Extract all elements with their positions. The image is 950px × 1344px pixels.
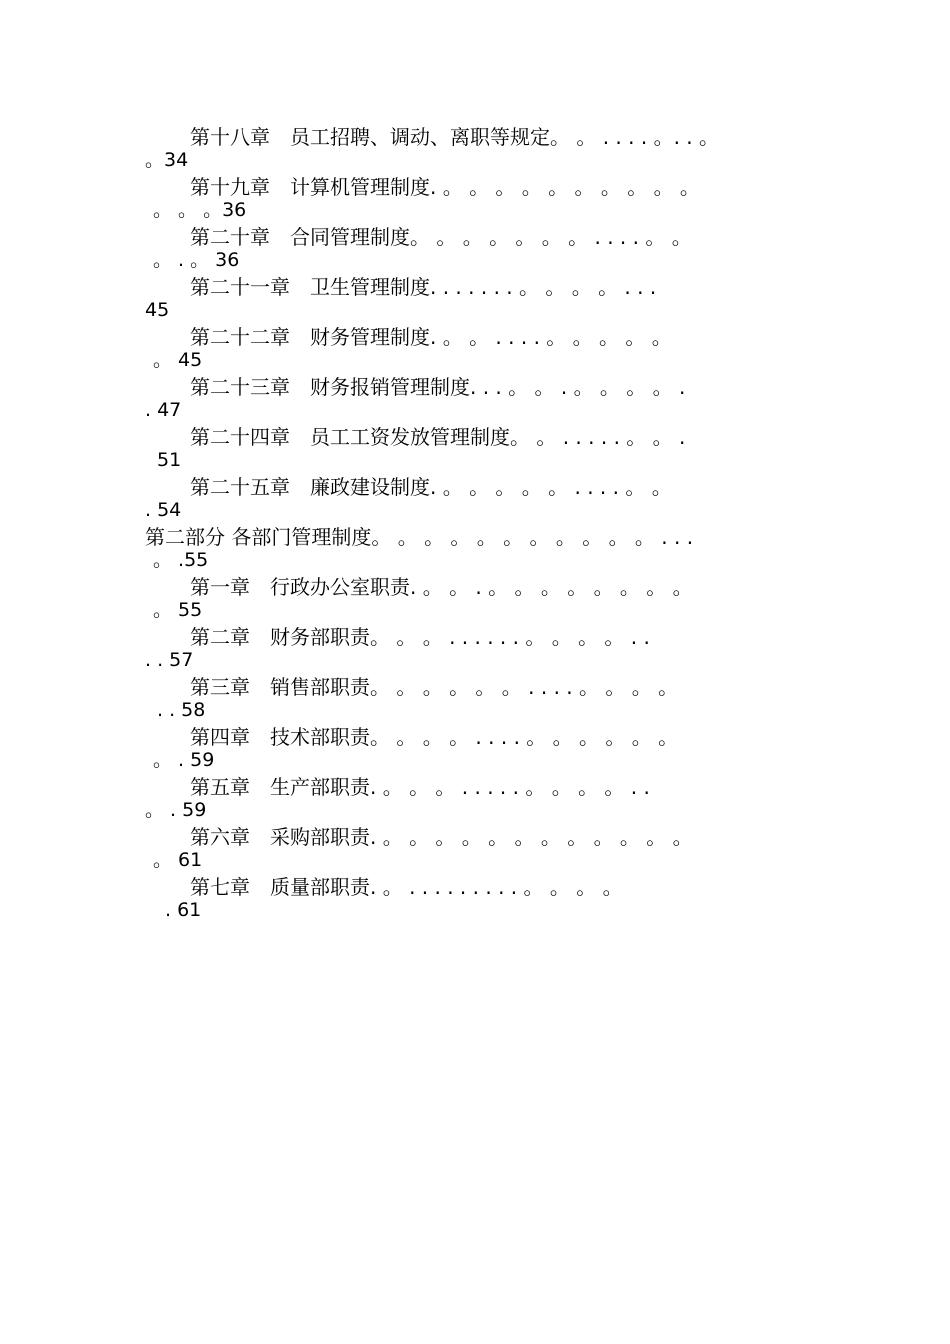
toc-entry-page-number: . 47 bbox=[145, 399, 182, 421]
toc-entry[interactable] bbox=[145, 124, 825, 174]
toc-entry-title: 第二十三章 财务报销管理制度. . . 。 。 . 。 。 。 。 . bbox=[190, 375, 686, 399]
toc-part-title: 第二部分 各部门管理制度。 。 。 。 。 。 。 。 。 。 。 . . . bbox=[145, 525, 694, 549]
toc-entry-title: 第二章 财务部职责。 。 。 . . . . . . 。 。 。 。 . . bbox=[190, 625, 650, 649]
toc-entry[interactable] bbox=[145, 424, 825, 474]
toc-entry-title: 第十九章 计算机管理制度. 。 。 。 。 。 。 。 。 。 。 bbox=[190, 175, 700, 199]
toc-entry[interactable] bbox=[145, 824, 825, 874]
toc-entry-page-number: 。 . 59 bbox=[153, 749, 215, 771]
toc-entry-page-number: 51 bbox=[157, 449, 182, 471]
toc-entry-title: 第四章 技术部职责。 。 。 。 . . . . 。 。 。 。 。 。 bbox=[190, 725, 679, 749]
toc-entry-page-number: 。 . 。 36 bbox=[153, 249, 240, 271]
toc-entry-title: 第七章 质量部职责. 。 . . . . . . . . . 。 。 。 。 bbox=[190, 875, 623, 899]
toc-entry-title: 第一章 行政办公室职责. 。 。 . 。 。 。 。 。 。 。 。 bbox=[190, 575, 693, 599]
toc-entry-page-number: 。 55 bbox=[153, 599, 203, 621]
toc-entry-title: 第六章 采购部职责. 。 。 。 。 。 。 。 。 。 。 。 。 bbox=[190, 825, 693, 849]
toc-entry[interactable] bbox=[145, 724, 825, 774]
toc-entry[interactable] bbox=[145, 574, 825, 624]
toc-entry[interactable] bbox=[145, 624, 825, 674]
toc-entry-page-number: . 61 bbox=[165, 899, 202, 921]
toc-entry[interactable] bbox=[145, 324, 825, 374]
toc-entry-title: 第二十五章 廉政建设制度. 。 。 。 。 。 . . . . 。 。 bbox=[190, 475, 672, 499]
toc-entry-title: 第三章 销售部职责。 。 。 。 。 。 . . . . 。 。 。 。 bbox=[190, 675, 679, 699]
toc-entry-page-number: 45 bbox=[145, 299, 170, 321]
toc-part-heading[interactable] bbox=[145, 524, 825, 574]
toc-entry-page-number: 。 .55 bbox=[153, 549, 209, 571]
toc-entry[interactable] bbox=[145, 774, 825, 824]
toc-entry-page-number: . 54 bbox=[145, 499, 182, 521]
toc-entry[interactable] bbox=[145, 474, 825, 524]
toc-entry[interactable] bbox=[145, 174, 825, 224]
toc-entry-page-number: 。 61 bbox=[153, 849, 203, 871]
toc-entry-title: 第二十四章 员工工资发放管理制度。 。 . . . . . 。 。 . bbox=[190, 425, 686, 449]
toc-entry-title: 第十八章 员工招聘、调动、离职等规定。 。 . . . . 。. . 。 bbox=[190, 125, 720, 149]
toc-entry[interactable] bbox=[145, 674, 825, 724]
toc-entry-page-number: 。34 bbox=[145, 149, 189, 171]
toc-entry-title: 第二十一章 卫生管理制度. . . . . . . 。 。 。 。 . . . bbox=[190, 275, 657, 299]
toc-entry-page-number: 。 . 59 bbox=[145, 799, 207, 821]
toc-entry-page-number: 。 。 。36 bbox=[153, 199, 247, 221]
toc-entry-page-number: . . 57 bbox=[145, 649, 194, 671]
toc-entry[interactable] bbox=[145, 374, 825, 424]
toc-entry[interactable] bbox=[145, 224, 825, 274]
toc-entry-title: 第二十章 合同管理制度。 。 。 。 。 。 。 . . . . 。 。 bbox=[190, 225, 692, 249]
toc-entry-title: 第五章 生产部职责. 。 。 。 . . . . . 。 。 。 。 . . bbox=[190, 775, 650, 799]
toc-entry-page-number: . . 58 bbox=[157, 699, 206, 721]
toc-entry-title: 第二十二章 财务管理制度. 。 。 . . . . 。 。 。 。 。 bbox=[190, 325, 672, 349]
toc-entry[interactable] bbox=[145, 274, 825, 324]
toc-entry-page-number: 。 45 bbox=[153, 349, 203, 371]
toc-entry[interactable] bbox=[145, 874, 825, 924]
